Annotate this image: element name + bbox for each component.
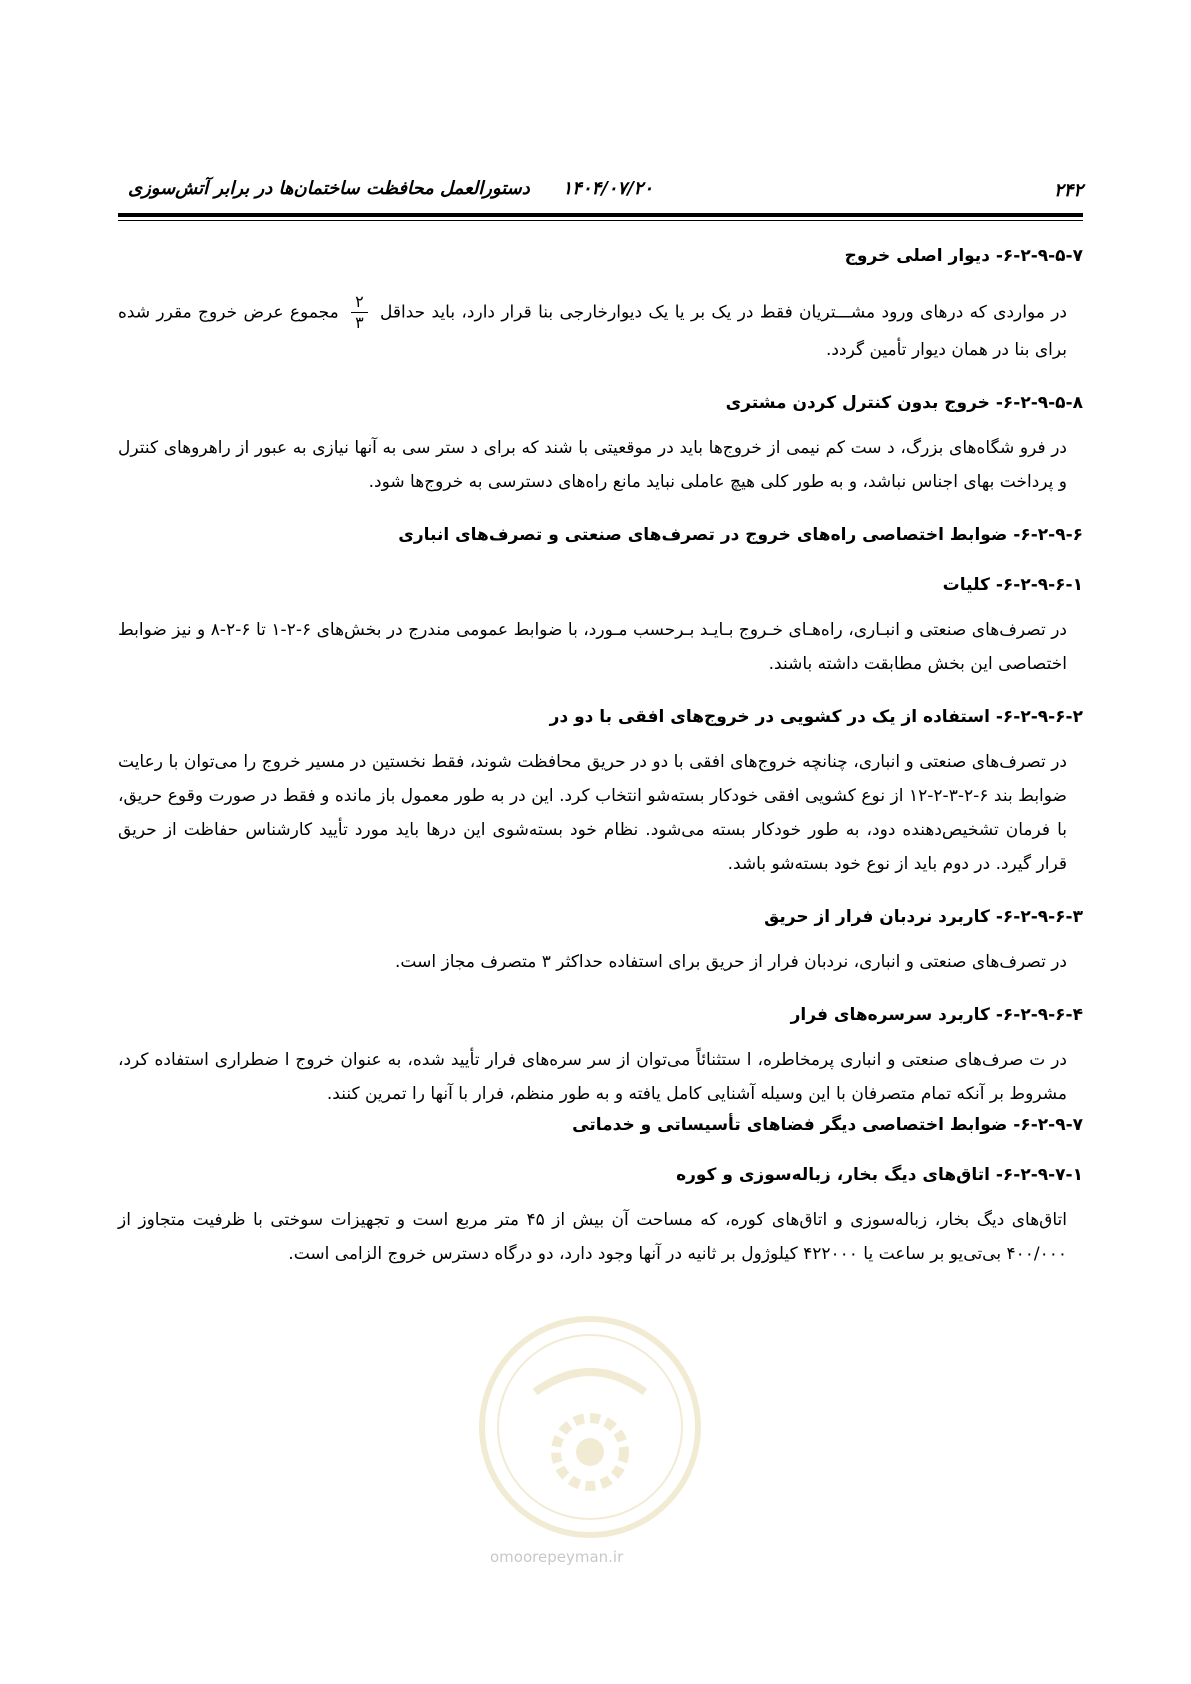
page-content bbox=[118, 242, 1083, 1271]
section-heading: ۶-۲-۹-۶-۴- کاربرد سرسره‌های فرار bbox=[790, 1005, 1083, 1025]
watermark-site: omoorepeyman.ir bbox=[490, 1548, 624, 1566]
section-paragraph bbox=[118, 292, 1083, 367]
section-heading: ۶-۲-۹-۵-۸- خروج بدون کنترل کردن مشتری bbox=[725, 393, 1083, 413]
header-rule-thick bbox=[118, 213, 1083, 217]
fraction-denominator: ۳ bbox=[355, 313, 364, 332]
section-paragraph: در فرو شگاه‌های بزرگ، د ست کم نیمی از خروج‌ها باید در موقعیتی با شند که برای د ستر سی به آنها نیازی به عبور از راهروهای کنترل و پرداخت بهای اجناس نباشد، و به طور کلی هیچ عاملی نباید مانع راه‌های دسترسی به خروج‌ها شود. bbox=[118, 438, 1067, 492]
section-paragraph: در ت صرف‌های صنعتی و انباری پرمخاطره، ا ستثنائاً می‌توان از سر سره‌های فرار تأیید شده، به عنوان خروج ا ضطراری استفاده کرد، مشروط بر آنکه تمام متصرفان با این وسیله آشنایی کامل یافته و به طور منظم، فرار با آنها را تمرین کنند. bbox=[118, 1050, 1067, 1104]
section-heading: ۶-۲-۹-۷-۱- اتاق‌های دیگ بخار، زباله‌سوزی و کوره bbox=[676, 1165, 1083, 1185]
section-heading: ۶-۲-۹-۶-۳- کاربرد نردبان فرار از حریق bbox=[764, 907, 1083, 927]
section-heading: ۶-۲-۹-۷- ضوابط اختصاصی دیگر فضاهای تأسیساتی و خدماتی bbox=[572, 1115, 1083, 1135]
section-heading: ۶-۲-۹-۶-۱- کلیات bbox=[942, 575, 1083, 595]
header-date: ۱۴۰۴/۰۷/۲۰ bbox=[562, 178, 653, 199]
page-number: ۲۴۲ bbox=[1053, 180, 1083, 201]
header-rule-thin bbox=[118, 220, 1083, 221]
section-paragraph: در تصرف‌های صنعتی و انباری، چنانچه خروج‌های افقی با دو در حریق محافظت شوند، فقط نخستین در مسیر خروج را می‌توان با رعایت ضوابط بند ۶-۲-۳-۲-۱۲ از نوع کشویی افقی خودکار بسته‌شو انتخاب کرد. این در به طور معمول باز مانده و فقط در صورت وقوع حریق، با فرمان تشخیص‌دهنده دود، به طور خودکار بسته می‌شود. نظام خود بسته‌شوی این درها باید مورد تأیید کارشناس حفاظت از حریق قرار گیرد. در دوم باید از نوع خود بسته‌شو باشد. bbox=[118, 752, 1067, 874]
paragraph-text: در مواردی که درهای ورود مشـــتریان فقط در یک بر یا یک دیوارخارجی بنا قرار دارد، باید حداقل bbox=[380, 302, 1067, 323]
section-heading: ۶-۲-۹-۵-۷- دیوار اصلی خروج bbox=[844, 246, 1083, 266]
fraction-numerator: ۲ bbox=[351, 292, 368, 313]
section-paragraph: در تصرف‌های صنعتی و انبـاری، راه‌هـای خـروج بـایـد بـرحسب مـورد، با ضوابط عمومی مندرج در بخش‌های ۶-۲-۱ تا ۶-۲-۸ و نیز ضوابط اختصاصی این بخش مطابقت داشته باشند. bbox=[118, 620, 1067, 674]
seal-logo-icon bbox=[475, 1312, 705, 1542]
section-paragraph: در تصرف‌های صنعتی و انباری، نردبان فرار از حریق برای استفاده حداکثر ۳ متصرف مجاز است. bbox=[395, 952, 1067, 972]
paragraph-text: مجموع عرض خروج مقرر شده برای بنا در همان دیوار تأمین گردد. bbox=[118, 302, 1067, 360]
section-heading: ۶-۲-۹-۶-۲- استفاده از یک در کشویی در خروج‌های افقی با دو در bbox=[549, 707, 1083, 727]
book-title: دستورالعمل محافظت ساختمان‌ها در برابر آتش‌سوزی bbox=[128, 178, 530, 199]
page-header bbox=[118, 178, 1083, 208]
section-heading: ۶-۲-۹-۶- ضوابط اختصاصی راه‌های خروج در تصرف‌های صنعتی و تصرف‌های انباری bbox=[398, 525, 1083, 545]
section-paragraph: اتاق‌های دیگ بخار، زباله‌سوزی و اتاق‌های کوره، که مساحت آن بیش از ۴۵ متر مربع است و تجهیزات سوختی با ظرفیت متجاوز از ۴۰۰/۰۰۰ بی‌تی‌یو بر ساعت یا ۴۲۲۰۰۰ کیلوژول بر ثانیه در آنها وجود دارد، دو درگاه دسترس خروج الزامی است. bbox=[118, 1210, 1067, 1264]
fraction bbox=[351, 292, 368, 333]
